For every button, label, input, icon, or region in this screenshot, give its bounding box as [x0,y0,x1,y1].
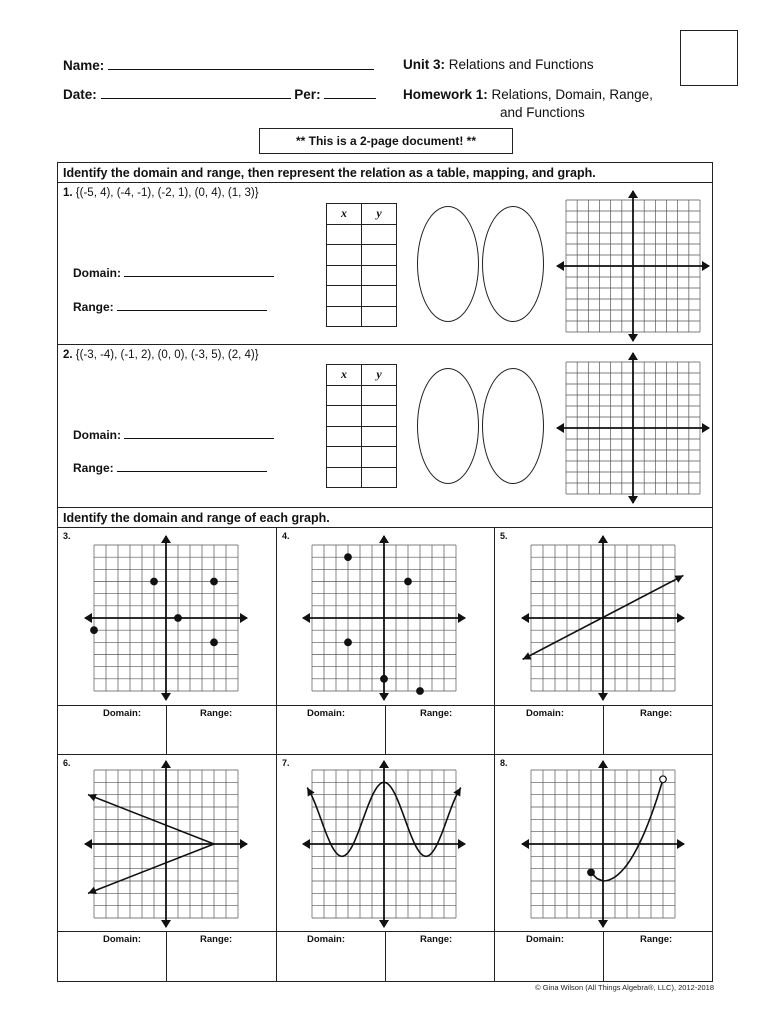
range-label-5: Range: [640,708,673,719]
range-answer-2[interactable]: Range: [73,461,267,475]
column-divider [276,527,277,982]
graph-4 [302,535,466,701]
graph-3 [84,535,248,701]
graph-5 [521,535,685,701]
domain-label-6: Domain: [103,934,141,945]
arrow-up-icon [628,190,638,198]
arrow-left-icon [521,839,529,849]
axes [556,190,710,342]
problem-number-5: 5. [500,531,508,541]
arrow-down-icon [161,693,171,701]
range-label-7: Range: [420,934,453,945]
point [211,578,218,585]
arrow-down-icon [628,496,638,504]
divider [57,754,713,755]
point [151,578,158,585]
point [345,554,352,561]
per-blank[interactable] [324,86,376,99]
per-label: Per: [294,87,321,102]
domain-label-3: Domain: [103,708,141,719]
point [345,639,352,646]
closed-endpoint [588,869,595,876]
arrow-left-icon [521,613,529,623]
section2-instruction: Identify the domain and range of each graph. [63,511,330,525]
arrow-right-icon [240,613,248,623]
point [211,639,218,646]
name-label: Name: [63,58,105,73]
xy-table-1[interactable]: x y [326,203,397,327]
axes [302,760,466,928]
arrow-right-icon [240,839,248,849]
arrow-left-icon [556,423,564,433]
coordinate-grid-1[interactable] [556,190,710,342]
divider [57,507,713,508]
arrow-right-icon [677,839,685,849]
copyright: © Gina Wilson (All Things Algebra®, LLC), 2012-2018 [535,983,714,992]
divider [57,344,713,345]
arrow-left-icon [84,839,92,849]
graph-7 [302,760,466,928]
arrow-down-icon [161,920,171,928]
homework-heading: Homework 1: Relations, Domain, Range, and Functions [403,87,653,120]
problem-number-6: 6. [63,758,71,768]
domain-label-5: Domain: [526,708,564,719]
graph-8 [521,760,685,928]
range-answer-1[interactable]: Range: [73,300,267,314]
problem-1: 1. {(-5, 4), (-4, -1), (-2, 1), (0, 4), (1, 3)} [63,187,259,199]
graph-6 [84,760,248,928]
arrow-up-icon [379,760,389,768]
arrow-left-icon [302,839,310,849]
arrow-up-icon [161,535,171,543]
arrow-right-icon [458,613,466,623]
domain-answer-1[interactable]: Domain: [73,266,274,280]
homework-title: Relations, Domain, Range, [491,87,653,102]
problem-number-4: 4. [282,531,290,541]
date-field[interactable] [63,86,376,102]
score-box [680,30,738,86]
domain-answer-2[interactable]: Domain: [73,428,274,442]
name-blank[interactable] [108,57,374,70]
arrow-right-icon [458,839,466,849]
point [417,688,424,695]
open-endpoint [660,776,667,783]
mapping-oval-range-1[interactable] [482,206,544,322]
arrow-right-icon [702,423,710,433]
arrow-left-icon [302,613,310,623]
divider [57,182,713,183]
date-label: Date: [63,87,97,102]
range-label-4: Range: [420,708,453,719]
arrow-left-icon [556,261,564,271]
range-label-6: Range: [200,934,233,945]
axes [84,535,248,701]
divider [57,527,713,528]
arrow-right-icon [677,613,685,623]
section1-instruction: Identify the domain and range, then represent the relation as a table, mapping, and graph. [63,166,596,180]
arrow-up-icon [161,760,171,768]
range-label-8: Range: [640,934,673,945]
coordinate-grid-2[interactable] [556,352,710,504]
arrow-left-icon [84,613,92,623]
arrow-right-icon [702,261,710,271]
arrow-up-icon [598,760,608,768]
xy-table-2[interactable]: x y [326,364,397,488]
arrow-down-icon [628,334,638,342]
problem-2: 2. {(-3, -4), (-1, 2), (0, 0), (-3, 5), (2, 4)} [63,349,259,361]
domain-label-7: Domain: [307,934,345,945]
range-label-3: Range: [200,708,233,719]
point [405,578,412,585]
problem-number-7: 7. [282,758,290,768]
arrow-up-icon [628,352,638,360]
arrow-up-icon [598,535,608,543]
arrow-down-icon [379,920,389,928]
mapping-oval-domain-2[interactable] [417,368,479,484]
axes [556,352,710,504]
name-field[interactable] [63,57,374,73]
mapping-oval-range-2[interactable] [482,368,544,484]
arrow-down-icon [379,693,389,701]
unit-title: Relations and Functions [448,57,594,72]
domain-label-8: Domain: [526,934,564,945]
point [381,676,388,683]
mapping-oval-domain-1[interactable] [417,206,479,322]
unit-heading: Unit 3: Relations and Functions [403,57,594,72]
domain-label-4: Domain: [307,708,345,719]
arrow-down-icon [598,920,608,928]
arrow-down-icon [598,693,608,701]
date-blank[interactable] [101,86,291,99]
problem-number-3: 3. [63,531,71,541]
point [91,627,98,634]
point [175,615,182,622]
problem-number-8: 8. [500,758,508,768]
axes [84,760,248,928]
two-page-notice: ** This is a 2-page document! ** [259,128,513,154]
column-divider [494,527,495,982]
arrow-up-icon [379,535,389,543]
